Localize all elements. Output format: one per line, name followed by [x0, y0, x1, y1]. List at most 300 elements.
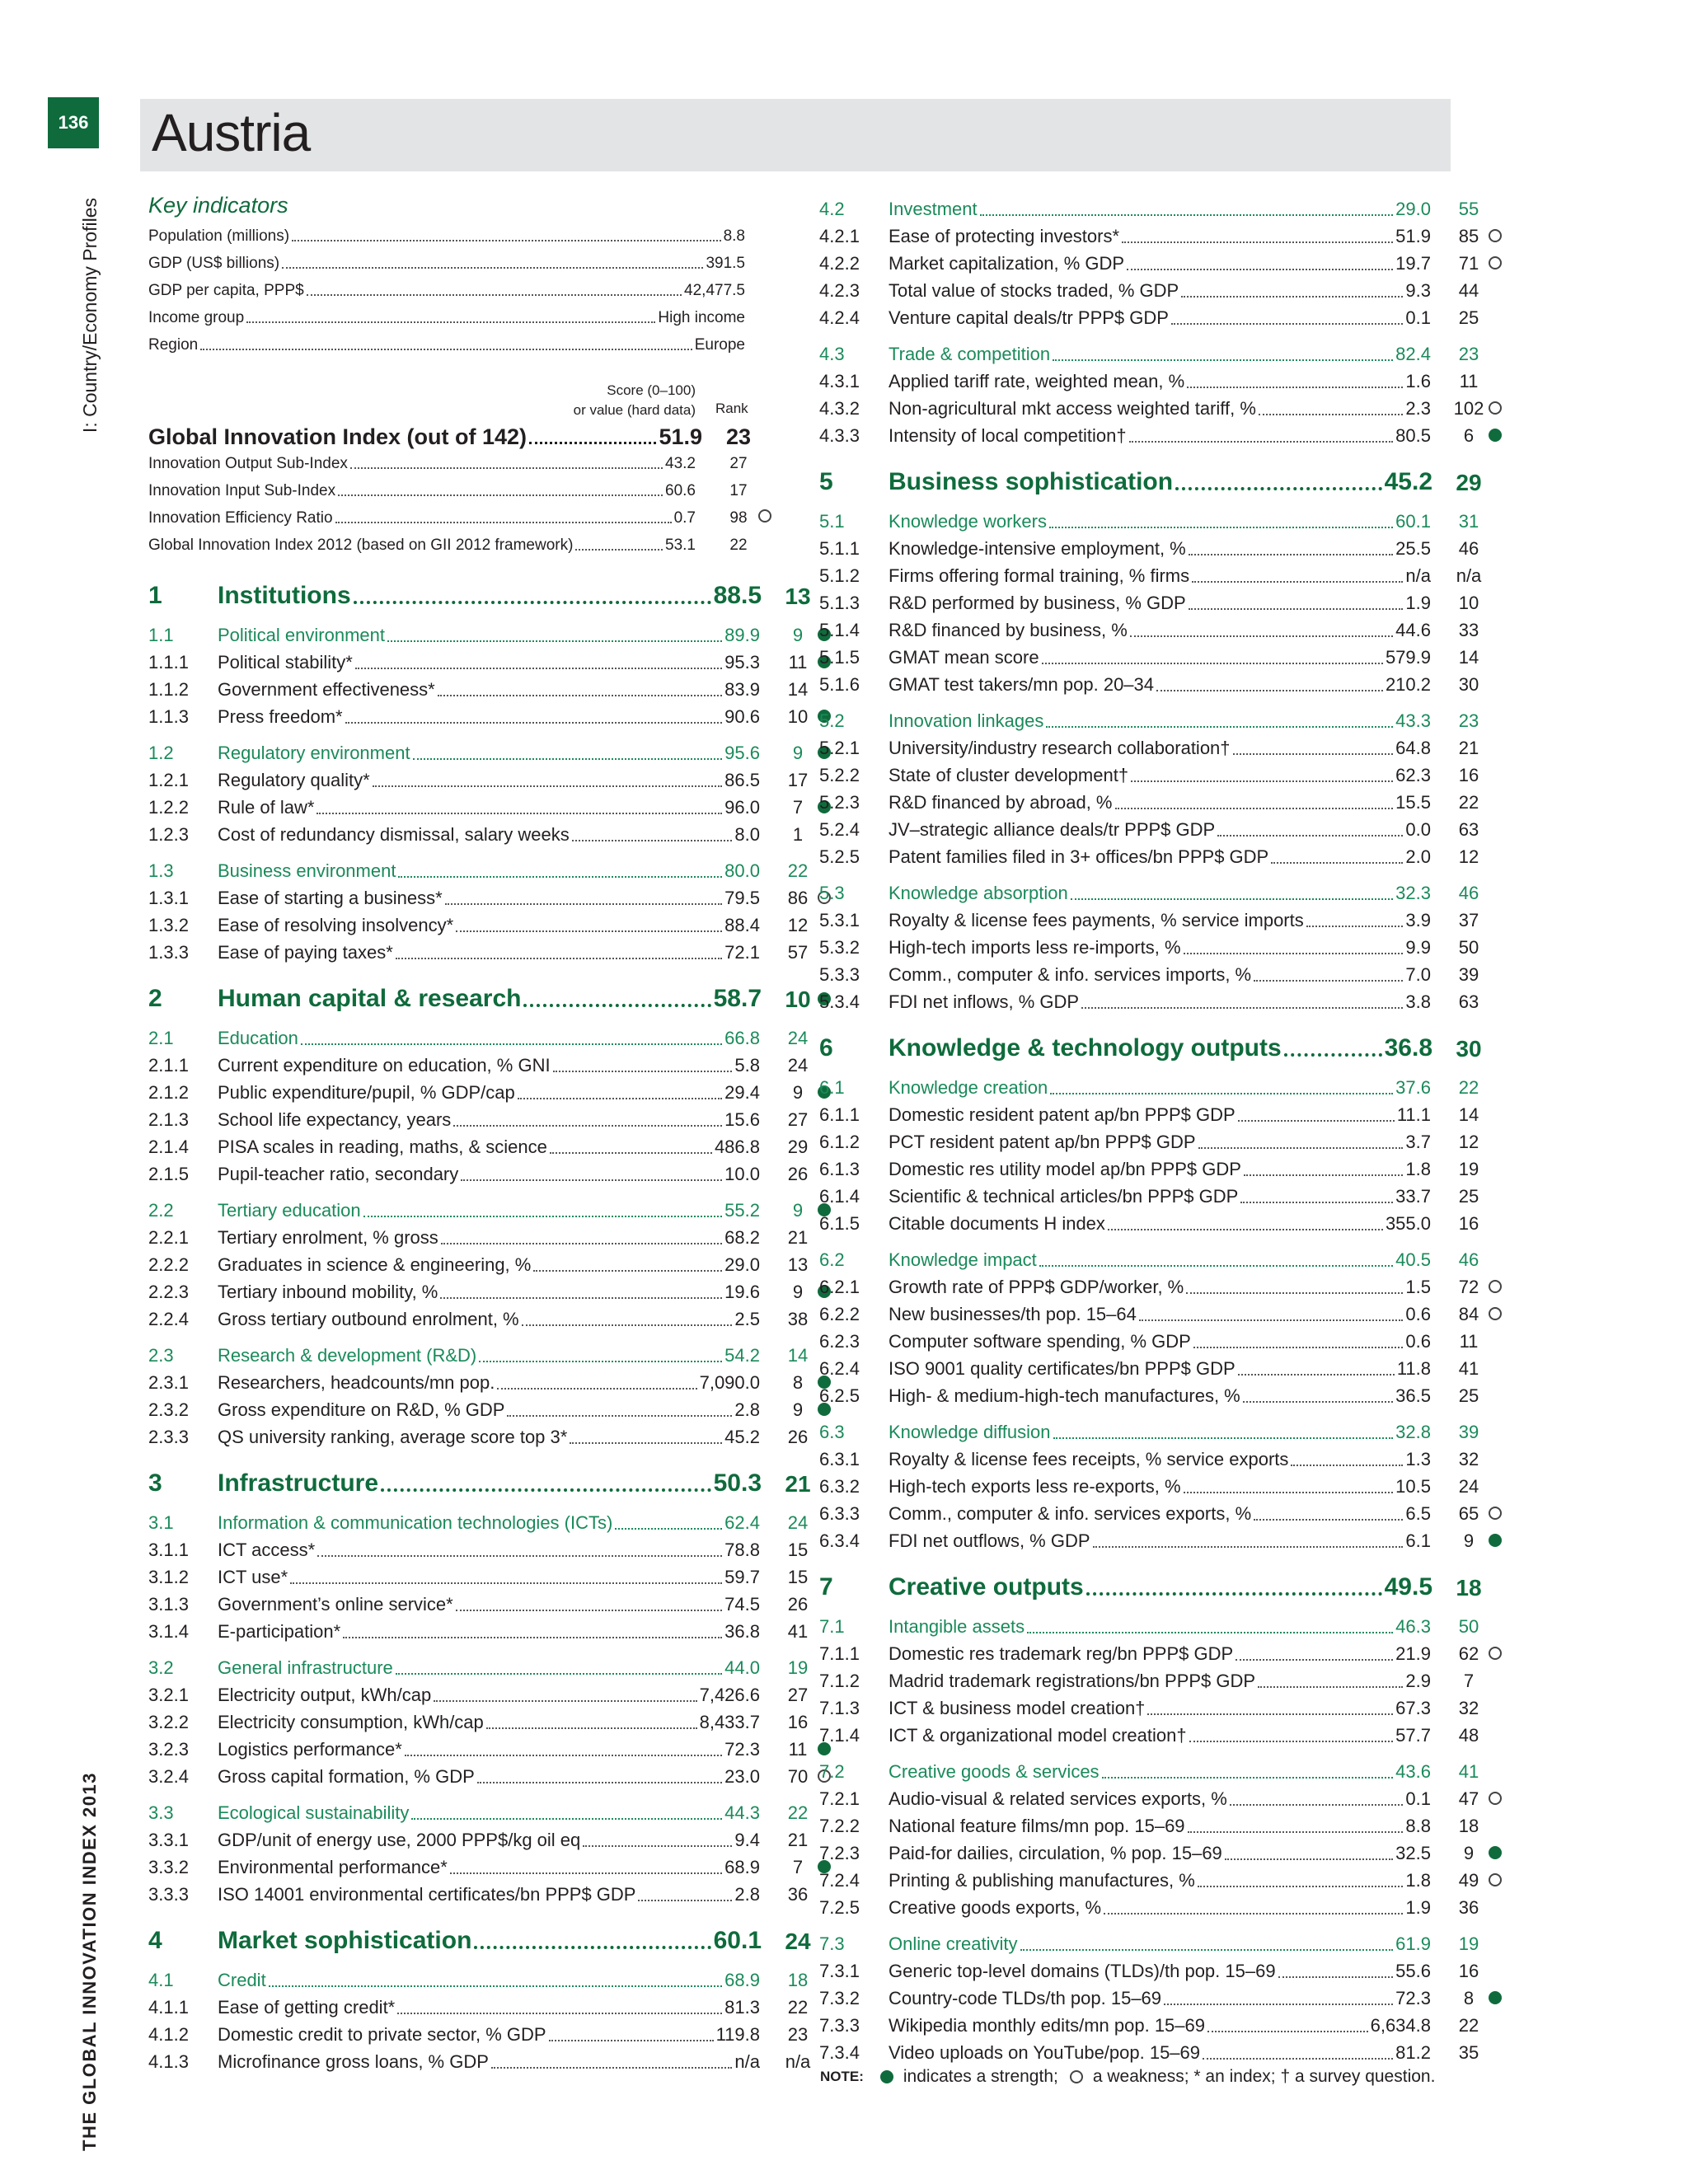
indicator-label: Ease of resolving insolvency*	[218, 915, 454, 935]
leader-dots	[1240, 1202, 1393, 1203]
indicator-label: Logistics performance*	[218, 1739, 402, 1760]
leader-dots	[355, 668, 722, 669]
leader-dots	[397, 2013, 722, 2014]
leader-dots	[1230, 1804, 1404, 1806]
indicator-row	[819, 1298, 1479, 1325]
indicator-row	[819, 247, 1479, 274]
gii-subindex-row	[148, 450, 775, 473]
leader-dots	[411, 1818, 722, 1820]
indicator-code: 3.1.2	[148, 1567, 189, 1587]
indicator-value: 19.7	[1395, 253, 1431, 274]
indicator-body	[218, 1884, 760, 1905]
key-indicator-label: Population (millions)	[148, 227, 290, 245]
indicator-label: QS university ranking, average score top 3*	[218, 1427, 568, 1447]
indicator-body	[889, 307, 1431, 329]
subpillar-row	[819, 1755, 1479, 1783]
leader-dots	[980, 214, 1394, 216]
indicator-rank: 72	[1458, 1277, 1479, 1297]
indicator-rank: 19	[1458, 1933, 1479, 1954]
gii-subindex-value: 53.1	[665, 537, 696, 554]
indicator-code: 6.3.2	[819, 1476, 860, 1497]
strength-marker-icon	[880, 2070, 893, 2083]
indicator-rank: 24	[787, 1512, 809, 1533]
indicator-label: School life expectancy, years	[218, 1109, 452, 1130]
indicator-label: GDP/unit of energy use, 2000 PPP$/kg oil eq	[218, 1830, 581, 1850]
indicator-body	[889, 199, 1431, 220]
indicator-row	[819, 1891, 1479, 1919]
indicator-code: 1.3.3	[148, 942, 189, 963]
indicator-code: 2.2.1	[148, 1227, 189, 1248]
indicator-label: Current expenditure on education, % GNI	[218, 1055, 551, 1076]
indicator-label: ISO 9001 quality certificates/bn PPP$ GDP	[889, 1358, 1236, 1379]
indicator-body	[218, 706, 760, 728]
indicator-rank: 14	[787, 1345, 809, 1366]
indicator-rank: 29	[787, 1137, 809, 1157]
indicator-label: E-participation*	[218, 1621, 341, 1642]
weakness-marker-icon	[1489, 1792, 1502, 1805]
indicator-label: Knowledge creation	[889, 1077, 1048, 1098]
indicator-label: Domestic credit to private sector, % GDP	[218, 2024, 546, 2045]
indicator-rank: 25	[1458, 1385, 1479, 1406]
indicator-row	[819, 1325, 1479, 1352]
indicator-rank: 21	[787, 1830, 809, 1850]
leader-dots	[1131, 780, 1393, 782]
leader-dots	[1184, 1492, 1394, 1493]
indicator-code: 1.2.2	[148, 797, 189, 818]
indicator-code: 1.2	[148, 743, 174, 763]
indicator-code: 6.1.2	[819, 1132, 860, 1152]
indicator-rank: 12	[787, 915, 809, 935]
indicator-code: 6.2.1	[819, 1277, 860, 1297]
indicator-rank: 9	[792, 743, 804, 763]
indicator-rank: 50	[1458, 1616, 1479, 1637]
indicator-label: ICT & organizational model creation†	[889, 1725, 1187, 1746]
indicator-body	[218, 1970, 760, 1991]
indicator-rank: 41	[1458, 1761, 1479, 1782]
indicator-rank: 84	[1458, 1304, 1479, 1324]
indicator-rank: 13	[787, 1254, 809, 1275]
indicator-value: 21.9	[1395, 1643, 1431, 1664]
indicator-rank: 49	[1458, 1870, 1479, 1891]
indicator-code: 5.1.1	[819, 538, 860, 559]
indicator-rank: 62	[1458, 1643, 1479, 1664]
indicator-body	[889, 964, 1431, 986]
leader-dots	[1188, 1831, 1404, 1833]
indicator-row	[148, 1249, 808, 1276]
indicator-row	[819, 958, 1479, 986]
leader-dots	[1217, 835, 1403, 837]
indicator-row	[148, 1561, 808, 1588]
pillar-row	[819, 463, 1482, 496]
indicator-code: 6.2.3	[819, 1331, 860, 1352]
indicator-row	[148, 1760, 808, 1788]
indicator-code: 3.3	[148, 1802, 174, 1823]
indicator-rank: 9	[792, 625, 804, 645]
leader-dots	[507, 1415, 732, 1417]
indicator-label: Education	[218, 1028, 298, 1048]
weakness-marker-icon	[1489, 1280, 1502, 1293]
indicator-label: General infrastructure	[218, 1657, 393, 1678]
leader-dots	[497, 1388, 696, 1390]
indicator-code: 2.2.4	[148, 1309, 189, 1329]
indicator-row	[148, 1366, 808, 1394]
leader-dots	[570, 1442, 722, 1444]
indicator-value: 11.1	[1396, 1104, 1431, 1125]
indicator-code: 3.1.1	[148, 1540, 189, 1560]
indicator-label: Ease of getting credit*	[218, 1997, 396, 2018]
indicator-value: 88.5	[713, 582, 762, 609]
indicator-rank: 10	[785, 987, 811, 1012]
indicator-label: Political stability*	[218, 652, 353, 673]
indicator-row	[819, 2036, 1479, 2064]
indicator-value: 43.3	[1395, 710, 1431, 731]
gii-subindex-row	[148, 532, 775, 555]
indicator-rank: 26	[787, 1427, 809, 1447]
indicator-rank: 39	[1458, 1422, 1479, 1442]
indicator-code: 6.2.4	[819, 1358, 860, 1379]
indicator-value: 78.8	[724, 1540, 760, 1560]
indicator-code: 5.2	[819, 710, 845, 731]
indicator-row	[819, 1207, 1479, 1235]
indicator-row	[819, 532, 1479, 560]
indicator-body	[218, 1227, 760, 1249]
leader-dots	[282, 267, 703, 269]
indicator-rank: 55	[1458, 199, 1479, 219]
indicator-code: 4.1.2	[148, 2024, 189, 2045]
leader-dots	[1130, 635, 1393, 637]
indicator-rank: 18	[1456, 1575, 1482, 1601]
indicator-row	[819, 1153, 1479, 1180]
indicator-code: 5.2.1	[819, 738, 860, 758]
indicator-rank: 22	[787, 1802, 809, 1823]
indicator-code: 2	[148, 985, 162, 1012]
leader-dots	[1278, 1976, 1394, 1978]
indicator-label: Total value of stocks traded, % GDP	[889, 280, 1179, 301]
indicator-label: Scientific & technical articles/bn PPP$ GDP	[889, 1186, 1239, 1207]
weakness-marker-icon	[1489, 1873, 1502, 1886]
indicator-label: Credit	[218, 1970, 266, 1990]
indicator-row	[148, 1158, 808, 1185]
gii-subindex-rank: 27	[729, 455, 748, 472]
leader-dots	[1189, 608, 1404, 610]
indicator-rank: 16	[787, 1712, 809, 1732]
leader-dots	[290, 1582, 722, 1584]
indicator-value: 55.6	[1395, 1961, 1431, 1981]
indicator-code: 7.1.4	[819, 1725, 860, 1746]
indicator-code: 3.3.2	[148, 1857, 189, 1877]
indicator-row	[148, 882, 808, 909]
leader-dots	[522, 1324, 733, 1326]
leader-dots	[479, 1361, 722, 1362]
indicator-row	[148, 936, 808, 963]
leader-dots	[413, 758, 723, 760]
indicator-label: Government effectiveness*	[218, 679, 435, 700]
indicator-value: 29.4	[724, 1082, 760, 1103]
indicator-label: Information & communication technologies (ICTs)	[218, 1512, 613, 1533]
indicator-body	[218, 824, 760, 846]
indicator-label: Environmental performance*	[218, 1857, 448, 1877]
leader-dots	[1122, 241, 1393, 243]
indicator-label: Business environment	[218, 860, 396, 881]
indicator-body	[218, 1082, 760, 1104]
indicator-value: 15.5	[1395, 792, 1431, 813]
indicator-rank: 57	[787, 942, 809, 963]
indicator-value: 9.3	[1405, 280, 1431, 301]
indicator-label: Public expenditure/pupil, % GDP/cap	[218, 1082, 515, 1103]
indicator-rank: 9	[792, 1082, 804, 1103]
score-header-line1: Score (0–100)	[607, 382, 696, 398]
indicator-row	[819, 759, 1479, 786]
indicator-rank: 102	[1453, 398, 1484, 419]
indicator-body	[889, 1422, 1431, 1443]
indicator-row	[819, 614, 1479, 641]
indicator-body	[218, 1512, 760, 1534]
indicator-rank: 13	[785, 583, 811, 609]
indicator-body	[218, 582, 762, 610]
indicator-code: 6	[819, 1034, 833, 1062]
indicator-rank: 46	[1458, 1249, 1479, 1270]
indicator-body	[889, 1331, 1431, 1352]
indicator-rank: 24	[787, 1055, 809, 1076]
indicator-body	[889, 1358, 1431, 1380]
indicator-code: 6.3.1	[819, 1449, 860, 1469]
leader-dots	[1171, 323, 1403, 325]
indicator-body	[889, 1843, 1431, 1864]
gii-subindex-body	[148, 537, 696, 555]
indicator-code: 3.2.4	[148, 1766, 189, 1787]
indicator-value: 83.9	[724, 679, 760, 700]
leader-dots	[438, 695, 722, 696]
leader-dots	[491, 2067, 733, 2069]
indicator-row	[819, 419, 1479, 447]
indicator-code: 4.3.3	[819, 425, 860, 446]
indicator-code: 7.1.1	[819, 1643, 860, 1664]
weakness-marker-icon	[1489, 1307, 1502, 1320]
leader-dots	[1244, 1174, 1403, 1176]
indicator-rank: 7	[792, 1857, 804, 1877]
indicator-rank: 10	[787, 706, 809, 727]
indicator-body	[218, 1254, 760, 1276]
indicator-value: 60.1	[713, 1927, 762, 1954]
indicator-label: Growth rate of PPP$ GDP/worker, %	[889, 1277, 1184, 1297]
key-indicator-label: GDP (US$ billions)	[148, 255, 280, 272]
indicator-row	[148, 1824, 808, 1851]
indicator-code: 5.2.3	[819, 792, 860, 813]
indicator-code: 1.3.2	[148, 915, 189, 935]
indicator-value: 44.6	[1395, 620, 1431, 640]
indicator-body	[218, 1802, 760, 1824]
leader-dots	[1291, 1465, 1403, 1466]
indicator-body	[889, 1788, 1431, 1810]
indicator-value: 46.3	[1395, 1616, 1431, 1637]
indicator-code: 5.2.5	[819, 846, 860, 867]
indicator-code: 7.1.3	[819, 1698, 860, 1718]
subpillar-row	[819, 505, 1479, 532]
indicator-rank: 9	[792, 1282, 804, 1302]
indicator-rank: 32	[1458, 1449, 1479, 1469]
indicator-value: 2.9	[1405, 1671, 1431, 1691]
indicator-value: 29.0	[724, 1254, 760, 1275]
leader-dots	[441, 1243, 722, 1244]
subpillar-row	[148, 1797, 808, 1824]
strength-marker-icon	[1489, 1534, 1502, 1547]
side-label-section: I: Country/Economy Profiles	[79, 198, 101, 434]
indicator-rank: 15	[787, 1540, 809, 1560]
indicator-code: 6.3	[819, 1422, 845, 1442]
indicator-row	[148, 764, 808, 791]
strength-marker-icon	[1489, 429, 1502, 442]
indicator-body	[889, 647, 1431, 668]
indicator-value: 8.0	[734, 824, 760, 845]
indicator-value: 33.7	[1395, 1186, 1431, 1207]
indicator-label: Patent families filed in 3+ offices/bn PPP$ GDP	[889, 846, 1269, 867]
indicator-value: 355.0	[1385, 1213, 1431, 1234]
indicator-value: 68.9	[724, 1970, 760, 1990]
leader-dots	[1193, 1347, 1404, 1348]
indicator-label: ISO 14001 environmental certificates/bn PPP$ GDP	[218, 1884, 636, 1905]
indicator-value: 0.6	[1405, 1331, 1431, 1352]
indicator-row	[148, 1679, 808, 1706]
indicator-value: 3.9	[1405, 910, 1431, 930]
indicator-value: 68.2	[724, 1227, 760, 1248]
indicator-value: 1.9	[1405, 593, 1431, 613]
indicator-label: Electricity output, kWh/cap	[218, 1685, 432, 1705]
indicator-row	[819, 1638, 1479, 1665]
indicator-code: 7.2.1	[819, 1788, 860, 1809]
indicator-label: Comm., computer & info. services imports, %	[889, 964, 1252, 985]
indicator-label: Rule of law*	[218, 797, 315, 818]
indicator-code: 3	[148, 1469, 162, 1497]
leader-dots	[1129, 441, 1394, 443]
indicator-rank: 32	[1458, 1698, 1479, 1718]
gii-subindex-label: Global Innovation Index 2012 (based on GII 2012 framework)	[148, 537, 574, 554]
indicator-code: 7.1	[819, 1616, 845, 1637]
indicator-row	[819, 2009, 1479, 2036]
key-indicators-title: Key indicators	[148, 193, 288, 218]
indicator-label: Market capitalization, % GDP	[889, 253, 1125, 274]
leader-dots	[1243, 1401, 1393, 1403]
indicator-row	[819, 1864, 1479, 1891]
leader-dots	[1086, 1592, 1382, 1596]
gii-subindex-value: 43.2	[665, 455, 696, 472]
leader-dots	[456, 1610, 722, 1611]
indicator-code: 4.2.2	[819, 253, 860, 274]
indicator-code: 2.3	[148, 1345, 174, 1366]
indicator-rank: 65	[1458, 1503, 1479, 1524]
indicator-code: 5.1.2	[819, 565, 860, 586]
indicator-value: 486.8	[714, 1137, 760, 1157]
indicator-label: Tertiary inbound mobility, %	[218, 1282, 438, 1302]
subpillar-row	[148, 1339, 808, 1366]
indicator-rank: 38	[787, 1309, 809, 1329]
leader-dots	[1187, 387, 1403, 388]
indicator-rank: 22	[787, 1997, 809, 2018]
indicator-rank: 48	[1458, 1725, 1479, 1746]
indicator-label: Gross tertiary outbound enrolment, %	[218, 1309, 519, 1329]
indicator-label: Institutions	[218, 582, 351, 609]
indicator-row	[819, 786, 1479, 813]
leader-dots	[1102, 1777, 1394, 1779]
gii-subindex-row	[148, 504, 775, 527]
indicator-value: 95.6	[724, 743, 760, 763]
indicator-label: Domestic resident patent ap/bn PPP$ GDP	[889, 1104, 1236, 1125]
indicator-label: Innovation linkages	[889, 710, 1044, 731]
indicator-value: 49.5	[1384, 1573, 1432, 1601]
indicator-body	[218, 1137, 760, 1158]
indicator-body	[218, 2024, 760, 2046]
gii-subindex-label: Innovation Efficiency Ratio	[148, 509, 333, 527]
indicator-rank: 22	[1458, 2015, 1479, 2036]
indicator-value: 10.5	[1395, 1476, 1431, 1497]
title-band	[140, 99, 1451, 171]
indicator-code: 2.2.3	[148, 1282, 189, 1302]
key-indicator-value: Europe	[694, 336, 745, 354]
indicator-rank: 37	[1458, 910, 1479, 930]
indicator-code: 7.2.5	[819, 1897, 860, 1918]
indicator-code: 2.1	[148, 1028, 174, 1048]
gii-subindex-value: 60.6	[665, 482, 696, 499]
indicator-label: Pupil-teacher ratio, secondary	[218, 1164, 459, 1184]
indicator-body	[889, 1304, 1431, 1325]
indicator-label: Press freedom*	[218, 706, 343, 727]
leader-dots	[1271, 862, 1403, 864]
indicator-row	[148, 1878, 808, 1905]
indicator-rank: 8	[1463, 1988, 1475, 2008]
indicator-row	[819, 732, 1479, 759]
indicator-row	[819, 1810, 1479, 1837]
weakness-marker-icon	[1489, 229, 1502, 242]
subpillar-row	[819, 1610, 1479, 1638]
indicator-body	[889, 1104, 1431, 1126]
indicator-code: 2.3.1	[148, 1372, 189, 1393]
key-indicator-label: Income group	[148, 309, 245, 326]
leader-dots	[1306, 926, 1404, 927]
leader-dots	[1104, 1913, 1403, 1915]
indicator-code: 4.1.1	[148, 1997, 189, 2018]
leader-dots	[398, 876, 722, 878]
score-column-header	[544, 381, 696, 420]
indicator-code: 7.1.2	[819, 1671, 860, 1691]
indicator-body	[218, 797, 760, 818]
indicator-body	[889, 1643, 1431, 1665]
indicator-row	[819, 220, 1479, 247]
indicator-rank: 19	[1458, 1159, 1479, 1179]
indicator-label: Creative goods & services	[889, 1761, 1100, 1782]
indicator-body	[889, 538, 1431, 560]
indicator-body	[218, 1621, 760, 1643]
indicator-body	[889, 1034, 1432, 1062]
indicator-label: FDI net outflows, % GDP	[889, 1530, 1090, 1551]
indicator-code: 1	[148, 582, 162, 609]
indicator-body	[218, 1540, 760, 1561]
indicator-label: Political environment	[218, 625, 385, 645]
indicator-label: Creative outputs	[889, 1573, 1084, 1601]
indicator-rank: 11	[1459, 1331, 1479, 1352]
indicator-row	[819, 302, 1479, 329]
indicator-value: 6.5	[1405, 1503, 1431, 1524]
leader-dots	[317, 1555, 722, 1557]
indicator-value: 59.7	[724, 1567, 760, 1587]
indicator-value: 60.1	[1395, 511, 1431, 532]
note-label: NOTE:	[820, 2069, 864, 2084]
indicator-label: Knowledge & technology outputs	[889, 1034, 1282, 1062]
indicator-code: 4.3.1	[819, 371, 860, 391]
leader-dots	[1259, 414, 1404, 415]
indicator-code: 7.2.3	[819, 1843, 860, 1863]
indicator-rank: 86	[787, 888, 809, 908]
indicator-code: 3.3.1	[148, 1830, 189, 1850]
indicator-body	[889, 226, 1431, 247]
